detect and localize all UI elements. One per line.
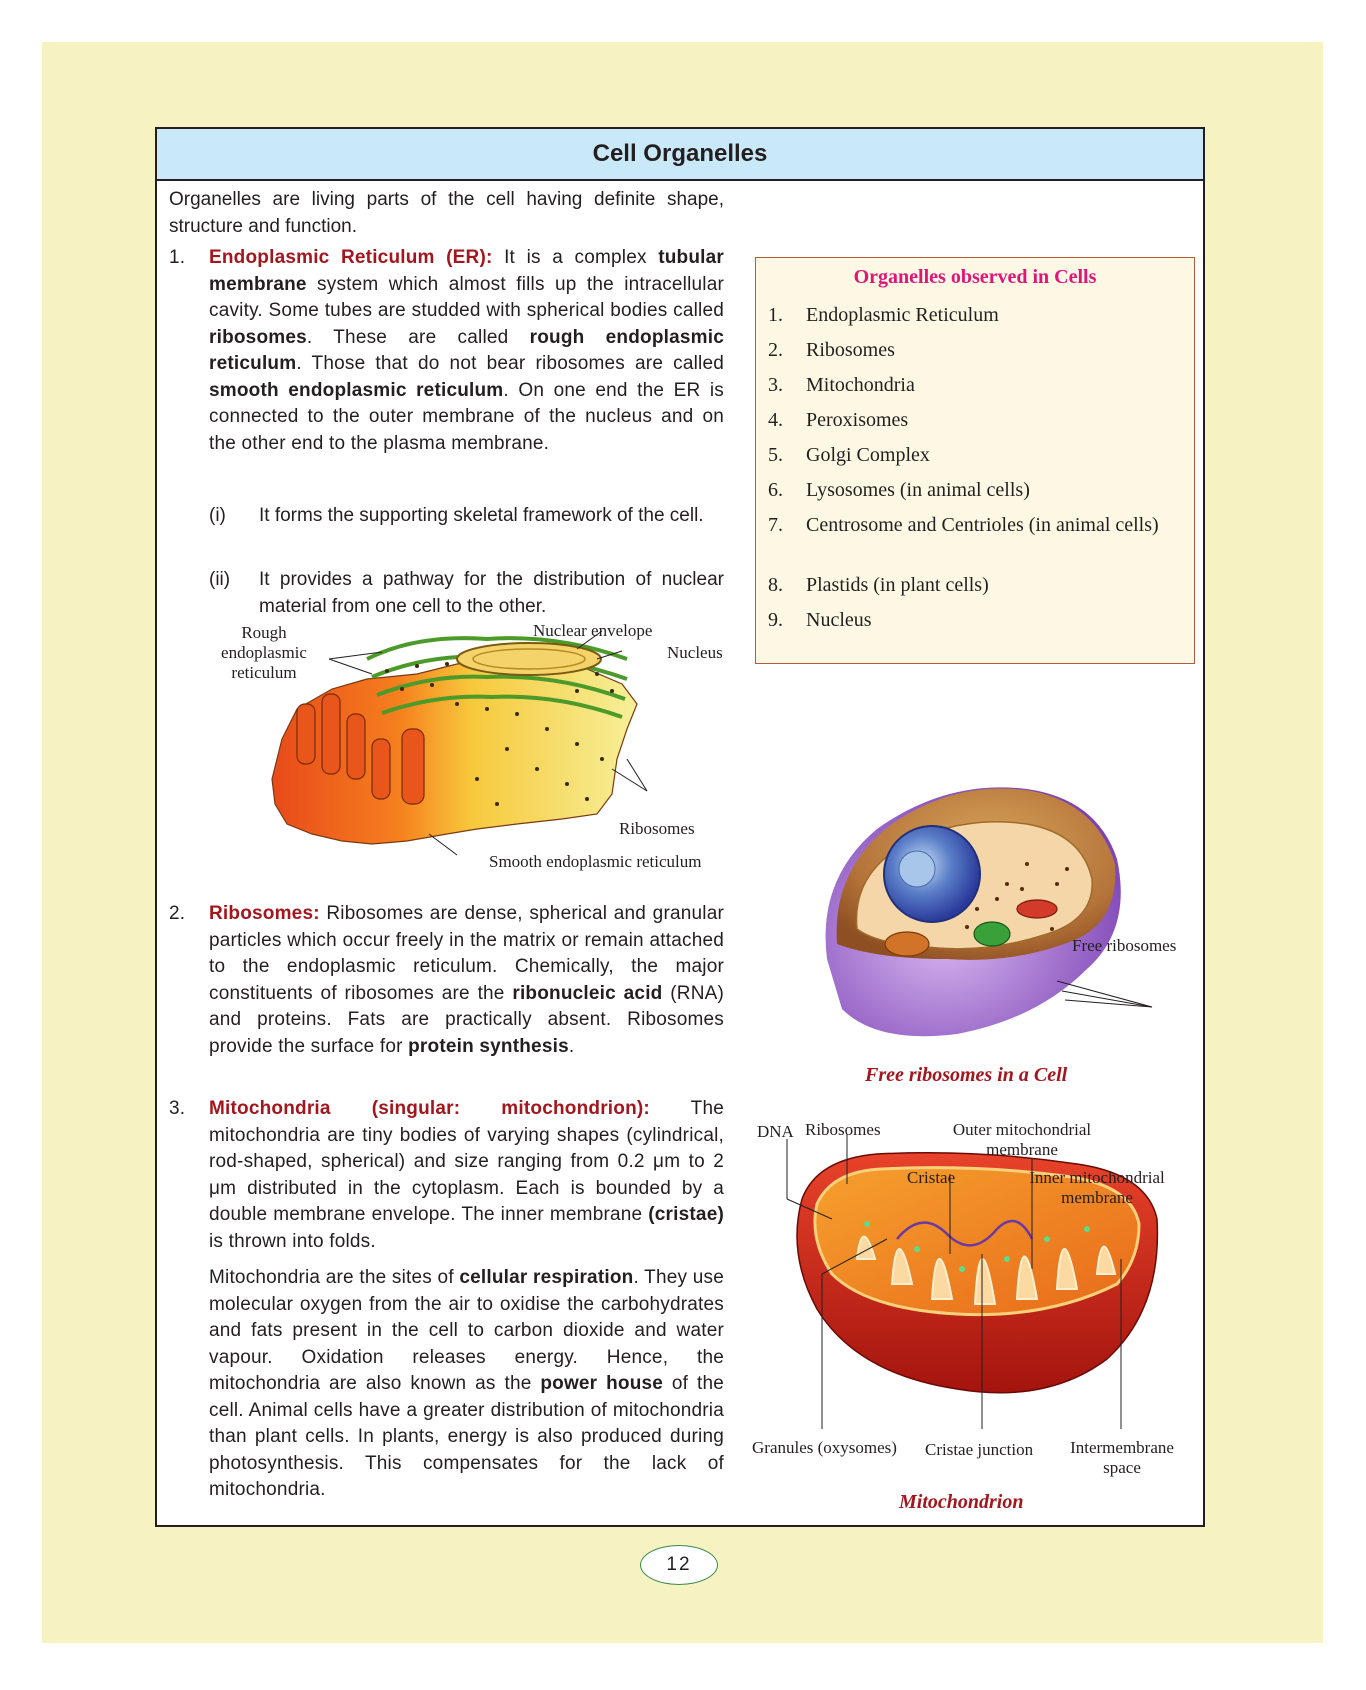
content-panel — [155, 127, 1205, 1527]
label-rough-er: Rough endoplasmic reticulum — [221, 623, 307, 682]
page-title: Cell Organelles — [157, 129, 1203, 181]
mitochondria-item: 3. Mitochondria (singular: mitochondrion): The mitochondria are tiny bodies of varying shapes (cylindrical, rod-shaped, spherical) and size ranging from 0.2 μm to 2 μm distributed in the cytoplasm. Each is bounded by a double membrane envelope. The inner membrane (cristae) is thrown into folds. Mitochondria are the sites of cellular respiration. They use molecular oxygen from the air to oxidise the carbohydrates and fats present in the cell to carbon dioxide and water vapour. Oxidation releases energy. Hence, the mitochondria are also known as the power house of the cell. Animal cells have a greater distribution of mitochondria than plant cells. In plants, energy is also produced during photosynthesis. This compensates for the lack of mitochondria. — [169, 1096, 724, 1504]
organelles-list-title: Organelles observed in Cells — [853, 266, 1097, 288]
label-nuclear-envelope: Nuclear envelope — [533, 621, 653, 640]
label-mito-ribosomes: Ribosomes — [805, 1120, 881, 1139]
organelle-list-item: 1. Endoplasmic Reticulum — [768, 304, 999, 326]
organelle-list-item: 5. Golgi Complex — [768, 444, 930, 466]
organelle-list-item: 4. Peroxisomes — [768, 409, 909, 431]
er-term: Endoplasmic Reticulum (ER): — [209, 247, 493, 268]
chloroplast-shape — [974, 922, 1010, 946]
mitochondria-term: Mitochondria (singular: mitochondrion): — [209, 1098, 650, 1119]
mitochondrion-caption: Mitochondrion — [899, 1491, 1024, 1513]
er-number: 1. — [169, 247, 186, 268]
organelle-list-item: 7. Centrosome and Centrioles (in animal cells) — [768, 514, 1159, 536]
label-free-ribosomes: Free ribosomes — [1072, 936, 1177, 955]
organelle-list-item: 2. Ribosomes — [768, 339, 895, 361]
mitochondrion-small-shape — [1017, 900, 1057, 918]
ribosomes-term: Ribosomes: — [209, 903, 320, 924]
organelles-list-box — [755, 257, 1195, 664]
label-outer-membrane: Outer mitochondrial membrane — [952, 1120, 1092, 1159]
organelle-list-item: 9. Nucleus — [768, 609, 872, 631]
organelle-list-item: 8. Plastids (in plant cells) — [768, 574, 989, 596]
ribosomes-item: 2. Ribosomes: Ribosomes are dense, spherical and granular particles which occur freely in the matrix or remain attached to the endoplasmic reticulum. Chemically, the major constituents of ribosomes are the ribonucleic acid (RNA) and proteins. Fats are practically absent. Ribosomes provide the surface for protein synthesis. — [169, 903, 725, 1057]
cell-figure-caption: Free ribosomes in a Cell — [865, 1064, 1068, 1086]
er-text: Endoplasmic Reticulum (ER): It is a complex tubular membrane system which almost fills up the intracellular cavity. Some tubes are studded with spherical bodies called ribosomes. These are called rough endoplasmic reticulum. Those that do not bear ribosomes are called smooth endoplasmic reticulum. On one end the ER is connected to the outer membrane of the nucleus and on the other end to the plasma membrane. — [209, 247, 725, 454]
label-cristae: Cristae — [907, 1168, 956, 1187]
label-smooth-er: Smooth endoplasmic reticulum — [489, 852, 702, 871]
mitochondria-paragraph-2: Mitochondria are the sites of cellular respiration. They use molecular oxygen from the air to oxidise the carbohydrates and fats present in the cell to carbon dioxide and water vapour. Oxidation releases energy. Hence, the mitochondria are also known as the power house of the cell. Animal cells have a greater distribution of mitochondria than plant cells. In plants, energy is also produced during photosynthesis. This compensates for the lack of mitochondria. — [209, 1267, 725, 1500]
label-intermembrane-space: Intermembrane space — [1070, 1438, 1174, 1477]
page-number: 12 — [640, 1545, 718, 1585]
label-inner-membrane: Inner mitochondrial membrane — [1029, 1168, 1165, 1207]
intro-paragraph: Organelles are living parts of the cell having definite shape, structure and function. — [169, 189, 724, 237]
er-point-2: (ii) It provides a pathway for the distribution of nuclear material from one cell to the other. — [209, 569, 724, 617]
organelle-list-item: 3. Mitochondria — [768, 374, 915, 396]
label-ribosomes-er: Ribosomes — [619, 819, 695, 838]
label-granules: Granules (oxysomes) — [752, 1438, 897, 1457]
organelle-list-item: 6. Lysosomes (in animal cells) — [768, 479, 1030, 501]
label-dna: DNA — [757, 1122, 794, 1141]
label-cristae-junction: Cristae junction — [925, 1440, 1034, 1459]
er-item — [169, 245, 724, 457]
cell-diagram — [797, 769, 1197, 1069]
label-nucleus: Nucleus — [667, 643, 723, 662]
er-point-1: (i) It forms the supporting skeletal framework of the cell. — [209, 505, 704, 526]
